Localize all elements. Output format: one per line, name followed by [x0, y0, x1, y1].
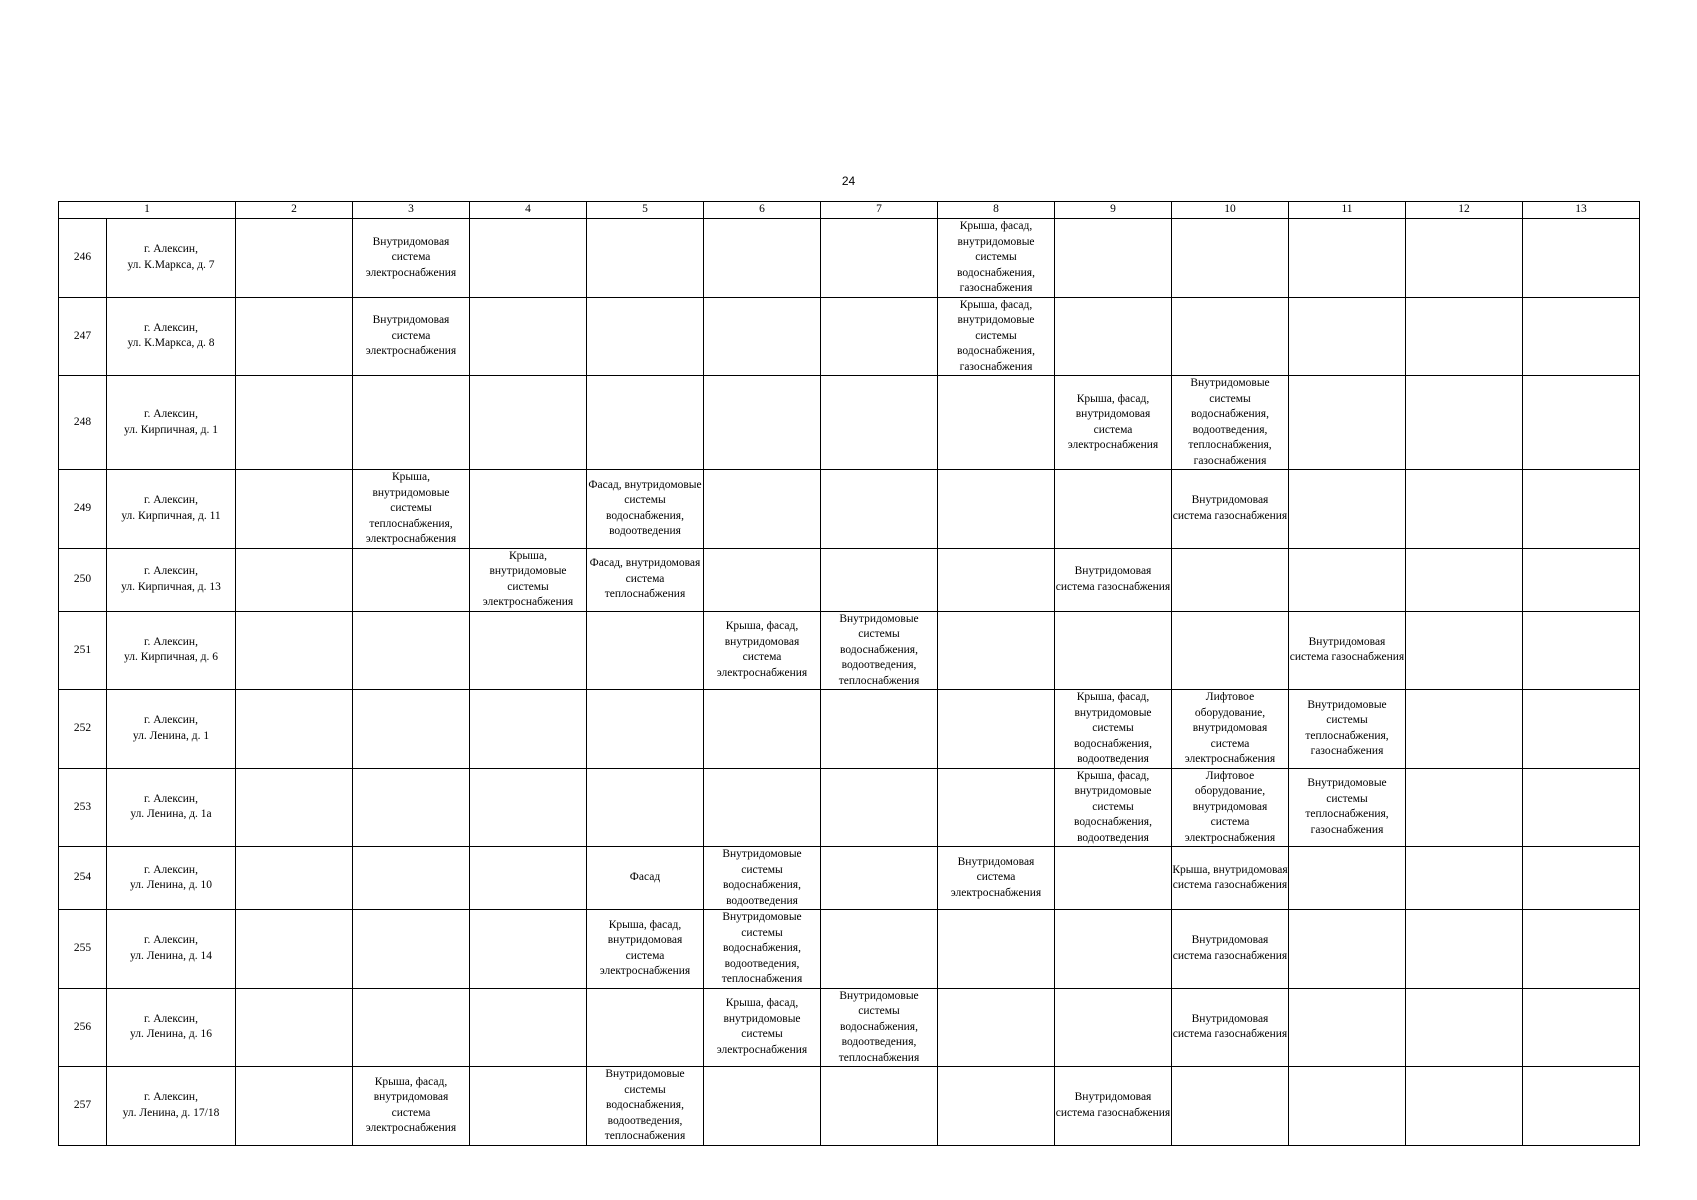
address-line: г. Алексин, — [144, 863, 198, 876]
column-header: 2 — [236, 202, 353, 219]
work-cell: Внутридомовая система газоснабжения — [1055, 1067, 1172, 1146]
row-number: 256 — [59, 988, 107, 1067]
page-number: 24 — [841, 174, 856, 188]
work-cell — [470, 910, 587, 989]
work-cell — [1523, 376, 1640, 470]
address-line: ул. Кирпичная, д. 13 — [121, 580, 221, 593]
work-cell — [1523, 548, 1640, 611]
work-cell: Внутридомовая система газоснабжения — [1172, 910, 1289, 989]
table-row — [59, 470, 1640, 549]
row-number: 246 — [59, 219, 107, 298]
address-line: ул. К.Маркса, д. 7 — [127, 258, 215, 271]
work-cell — [1406, 376, 1523, 470]
work-cell — [821, 376, 938, 470]
work-cell — [938, 376, 1055, 470]
work-cell — [587, 219, 704, 298]
work-cell — [1289, 910, 1406, 989]
work-cell — [353, 910, 470, 989]
table-row — [59, 376, 1640, 470]
address-cell — [107, 376, 236, 470]
work-cell: Крыша, фасад, внутридомовые системы водоснабжения, газоснабжения — [938, 219, 1055, 298]
address-cell — [107, 219, 236, 298]
work-cell — [236, 910, 353, 989]
table-row — [59, 297, 1640, 376]
work-cell — [938, 768, 1055, 847]
work-cell: Внутридомовые системы теплоснабжения, газоснабжения — [1289, 690, 1406, 769]
work-cell — [236, 690, 353, 769]
row-number: 254 — [59, 847, 107, 910]
work-cell — [470, 611, 587, 690]
table-row — [59, 1067, 1640, 1146]
work-cell — [1289, 219, 1406, 298]
column-header: 9 — [1055, 202, 1172, 219]
address-line: г. Алексин, — [144, 243, 198, 256]
work-cell — [1406, 988, 1523, 1067]
address-line: г. Алексин, — [144, 408, 198, 420]
work-cell — [1406, 470, 1523, 549]
work-cell — [470, 376, 587, 470]
column-number-row — [59, 202, 1640, 219]
work-cell — [587, 376, 704, 470]
work-cell — [1055, 219, 1172, 298]
work-cell — [1289, 470, 1406, 549]
row-number: 250 — [59, 548, 107, 611]
work-cell — [1523, 910, 1640, 989]
row-number: 253 — [59, 768, 107, 847]
column-header: 7 — [821, 202, 938, 219]
work-cell — [821, 1067, 938, 1146]
work-cell — [1406, 1067, 1523, 1146]
work-cell: Внутридомовые системы водоснабжения, водоотведения, теплоснабжения — [821, 988, 938, 1067]
work-cell — [821, 548, 938, 611]
work-cell — [1172, 297, 1289, 376]
work-cell — [704, 297, 821, 376]
address-line: ул. Ленина, д. 1а — [130, 808, 212, 821]
column-header: 11 — [1289, 202, 1406, 219]
work-cell — [236, 768, 353, 847]
work-cell — [353, 611, 470, 690]
row-number: 249 — [59, 470, 107, 549]
row-number: 255 — [59, 910, 107, 989]
work-cell — [353, 376, 470, 470]
work-cell — [587, 297, 704, 376]
work-cell — [704, 690, 821, 769]
address-cell — [107, 910, 236, 989]
work-cell — [1406, 768, 1523, 847]
row-number: 252 — [59, 690, 107, 769]
work-cell — [1406, 690, 1523, 769]
work-cell: Лифтовое оборудование, внутридомовая система электроснабжения — [1172, 768, 1289, 847]
repair-schedule-table — [58, 201, 1640, 1146]
work-cell — [938, 988, 1055, 1067]
work-cell — [704, 219, 821, 298]
work-cell — [821, 768, 938, 847]
work-cell — [821, 470, 938, 549]
work-cell — [1523, 768, 1640, 847]
work-cell: Внутридомовая система электроснабжения — [353, 219, 470, 298]
work-cell — [1406, 847, 1523, 910]
work-cell: Внутридомовые системы водоснабжения, водоотведения, теплоснабжения — [704, 910, 821, 989]
work-cell — [1523, 988, 1640, 1067]
address-line: г. Алексин, — [144, 934, 198, 947]
address-line: ул. Ленина, д. 16 — [130, 1028, 212, 1041]
work-cell: Внутридомовая система электроснабжения — [353, 297, 470, 376]
work-cell — [1055, 297, 1172, 376]
work-cell: Крыша, фасад, внутридомовая система электроснабжения — [704, 611, 821, 690]
work-cell — [821, 910, 938, 989]
work-cell — [821, 219, 938, 298]
row-number: 247 — [59, 297, 107, 376]
address-line: г. Алексин, — [144, 635, 198, 648]
column-header: 3 — [353, 202, 470, 219]
work-cell — [704, 768, 821, 847]
work-cell: Внутридомовые системы водоснабжения, водоотведения, теплоснабжения, газоснабжения — [1172, 376, 1289, 470]
work-cell — [236, 988, 353, 1067]
address-line: г. Алексин, — [144, 321, 198, 334]
work-cell — [470, 690, 587, 769]
work-cell — [236, 548, 353, 611]
address-cell — [107, 690, 236, 769]
work-cell — [353, 847, 470, 910]
address-line: г. Алексин, — [144, 1012, 198, 1025]
work-cell — [236, 1067, 353, 1146]
work-cell — [1406, 219, 1523, 298]
work-cell — [938, 690, 1055, 769]
work-cell — [470, 768, 587, 847]
work-cell: Крыша, внутридомовая система газоснабжения — [1172, 847, 1289, 910]
work-cell — [470, 1067, 587, 1146]
work-cell — [1289, 1067, 1406, 1146]
address-line: ул. Ленина, д. 17/18 — [122, 1106, 220, 1119]
work-cell — [587, 690, 704, 769]
row-number: 251 — [59, 611, 107, 690]
column-header: 4 — [470, 202, 587, 219]
work-cell: Крыша, фасад, внутридомовая система электроснабжения — [1055, 376, 1172, 470]
work-cell — [587, 988, 704, 1067]
address-line: г. Алексин, — [144, 494, 198, 507]
work-cell — [353, 768, 470, 847]
work-cell — [821, 297, 938, 376]
work-cell — [470, 219, 587, 298]
work-cell — [1055, 470, 1172, 549]
address-line: г. Алексин, — [144, 1091, 198, 1104]
address-cell — [107, 988, 236, 1067]
work-cell: Фасад — [587, 847, 704, 910]
work-cell — [236, 611, 353, 690]
work-cell — [938, 1067, 1055, 1146]
work-cell — [236, 470, 353, 549]
address-cell — [107, 611, 236, 690]
column-header: 6 — [704, 202, 821, 219]
table-row — [59, 219, 1640, 298]
work-cell — [587, 768, 704, 847]
address-line: ул. Кирпичная, д. 1 — [123, 423, 219, 436]
address-line: г. Алексин, — [144, 714, 198, 727]
address-line: г. Алексин, — [144, 792, 198, 805]
work-cell — [1172, 219, 1289, 298]
work-cell: Лифтовое оборудование, внутридомовая система электроснабжения — [1172, 690, 1289, 769]
work-cell — [704, 548, 821, 611]
work-cell: Крыша, внутридомовые системы теплоснабжения, электроснабжения — [353, 470, 470, 549]
work-cell — [1289, 988, 1406, 1067]
work-cell — [470, 470, 587, 549]
work-cell — [1172, 1067, 1289, 1146]
table-row — [59, 988, 1640, 1067]
work-cell — [1406, 548, 1523, 611]
work-cell: Внутридомовая система газоснабжения — [1289, 611, 1406, 690]
address-cell — [107, 1067, 236, 1146]
work-cell: Внутридомовые системы теплоснабжения, газоснабжения — [1289, 768, 1406, 847]
work-cell — [353, 988, 470, 1067]
work-cell — [938, 910, 1055, 989]
work-cell — [1055, 847, 1172, 910]
work-cell: Фасад, внутридомовые системы водоснабжения, водоотведения — [587, 470, 704, 549]
table-row — [59, 690, 1640, 769]
column-header: 8 — [938, 202, 1055, 219]
column-header: 12 — [1406, 202, 1523, 219]
work-cell — [1523, 611, 1640, 690]
work-cell — [1289, 376, 1406, 470]
work-cell — [938, 611, 1055, 690]
work-cell: Крыша, фасад, внутридомовые системы водоснабжения, газоснабжения — [938, 297, 1055, 376]
address-line: ул. Кирпичная, д. 11 — [121, 509, 221, 522]
work-cell: Внутридомовые системы водоснабжения, водоотведения, теплоснабжения — [821, 611, 938, 690]
work-cell: Крыша, внутридомовые системы электроснабжения — [470, 548, 587, 611]
work-cell — [353, 690, 470, 769]
work-cell — [1055, 988, 1172, 1067]
work-cell — [1289, 847, 1406, 910]
work-cell — [470, 847, 587, 910]
work-cell — [1523, 690, 1640, 769]
work-cell — [1172, 611, 1289, 690]
table-row — [59, 768, 1640, 847]
work-cell — [1406, 611, 1523, 690]
table-row — [59, 548, 1640, 611]
work-cell: Крыша, фасад, внутридомовые системы водоснабжения, водоотведения — [1055, 768, 1172, 847]
address-cell — [107, 470, 236, 549]
work-cell: Внутридомовая система газоснабжения — [1055, 548, 1172, 611]
row-number: 257 — [59, 1067, 107, 1146]
work-cell — [1289, 548, 1406, 611]
work-cell — [236, 847, 353, 910]
work-cell: Внутридомовая система газоснабжения — [1172, 470, 1289, 549]
work-cell: Внутридомовые системы водоснабжения, водоотведения, теплоснабжения — [587, 1067, 704, 1146]
address-line: г. Алексин, — [144, 565, 198, 577]
column-header: 10 — [1172, 202, 1289, 219]
work-cell — [938, 548, 1055, 611]
work-cell — [587, 611, 704, 690]
work-cell — [821, 847, 938, 910]
work-cell — [1055, 611, 1172, 690]
work-cell — [821, 690, 938, 769]
address-line: ул. Ленина, д. 10 — [130, 879, 212, 891]
work-cell: Фасад, внутридомовая система теплоснабжения — [587, 548, 704, 611]
address-cell — [107, 548, 236, 611]
address-line: ул. Ленина, д. 14 — [130, 949, 212, 962]
work-cell — [704, 376, 821, 470]
address-cell — [107, 768, 236, 847]
work-cell — [1523, 219, 1640, 298]
work-cell — [236, 219, 353, 298]
column-header: 13 — [1523, 202, 1640, 219]
table-row — [59, 611, 1640, 690]
work-cell — [1406, 910, 1523, 989]
work-cell: Крыша, фасад, внутридомовая система электроснабжения — [353, 1067, 470, 1146]
address-cell — [107, 297, 236, 376]
work-cell — [1055, 910, 1172, 989]
work-cell — [704, 1067, 821, 1146]
work-cell — [236, 297, 353, 376]
address-line: ул. Кирпичная, д. 6 — [123, 651, 219, 664]
work-cell: Внутридомовая система газоснабжения — [1172, 988, 1289, 1067]
work-cell — [1406, 297, 1523, 376]
work-cell — [938, 470, 1055, 549]
table-row — [59, 910, 1640, 989]
work-cell — [236, 376, 353, 470]
work-cell: Внутридомовые системы водоснабжения, водоотведения — [704, 847, 821, 910]
work-cell — [1523, 1067, 1640, 1146]
address-line: ул. К.Маркса, д. 8 — [127, 337, 215, 350]
column-header: 1 — [59, 202, 236, 219]
work-cell: Крыша, фасад, внутридомовые системы водоснабжения, водоотведения — [1055, 690, 1172, 769]
work-cell: Внутридомовая система электроснабжения — [938, 847, 1055, 910]
work-cell — [470, 297, 587, 376]
work-cell — [470, 988, 587, 1067]
work-cell — [1523, 847, 1640, 910]
table-row — [59, 847, 1640, 910]
column-header: 5 — [587, 202, 704, 219]
work-cell — [1172, 548, 1289, 611]
work-cell — [704, 470, 821, 549]
work-cell — [1289, 297, 1406, 376]
work-cell: Крыша, фасад, внутридомовые системы электроснабжения — [704, 988, 821, 1067]
work-cell — [1523, 297, 1640, 376]
work-cell — [1523, 470, 1640, 549]
work-cell — [353, 548, 470, 611]
row-number: 248 — [59, 376, 107, 470]
work-cell: Крыша, фасад, внутридомовая система электроснабжения — [587, 910, 704, 989]
address-cell — [107, 847, 236, 910]
address-line: ул. Ленина, д. 1 — [132, 729, 210, 742]
